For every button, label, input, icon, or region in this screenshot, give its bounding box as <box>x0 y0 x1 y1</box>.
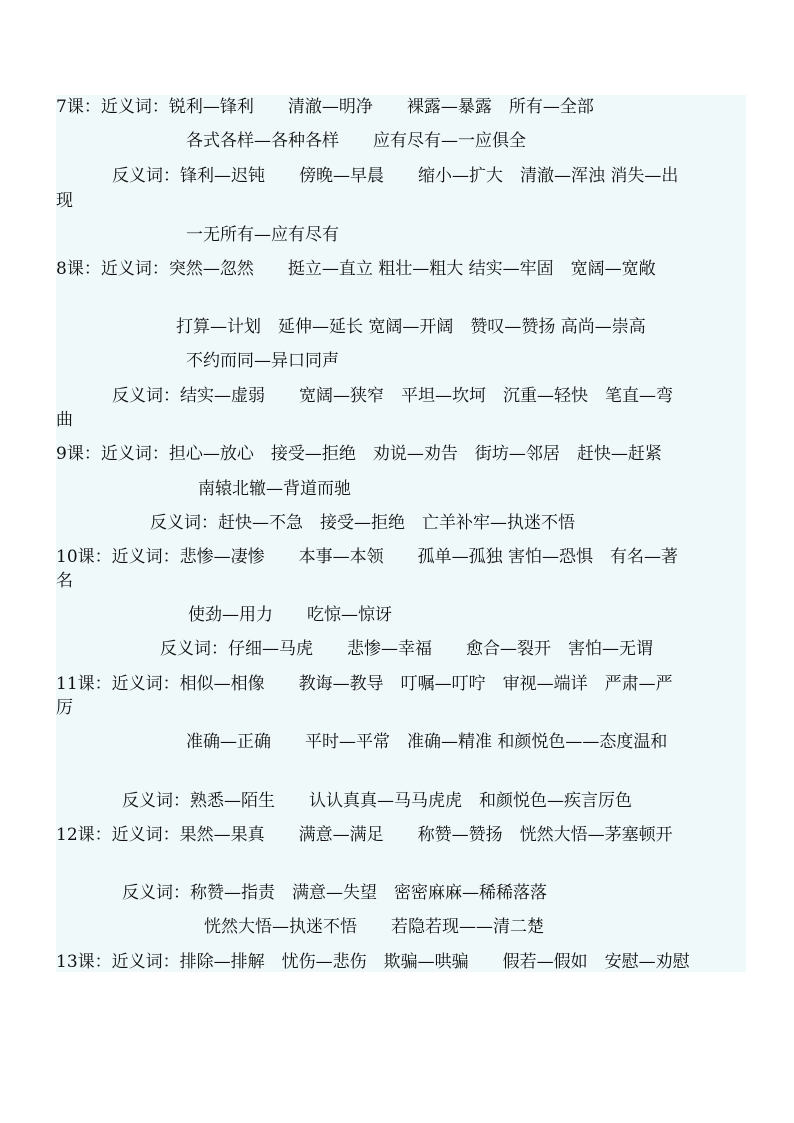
lesson-9-synonym-label: 9课：近义词： <box>56 444 169 464</box>
lesson-13-synonym-pairs: 排除—排解 忧伤—悲伤 欺骗—哄骗 假若—假如 安慰—劝慰 <box>179 952 690 972</box>
lesson-9-antonym-label: 反义词： <box>150 513 218 533</box>
lesson-10-synonym-label: 10课：近义词： <box>56 547 180 567</box>
lesson-8-antonym-label: 反义词： <box>112 386 180 406</box>
lesson-10-antonym-pairs: 仔细—马虎 悲惨—幸福 愈合—裂开 害怕—无谓 <box>228 639 653 659</box>
lesson-11-antonyms <box>122 790 632 812</box>
lesson-11-synonym-pairs: 相似—相像 教诲—教导 叮嘱—叮咛 审视—端详 严肃—严 <box>179 674 673 694</box>
lesson-11-synonyms-cont: 准确—正确 平时—平常 准确—精准 和颜悦色——态度温和 <box>186 732 668 752</box>
lesson-7-synonyms <box>56 96 594 118</box>
lesson-8-synonym-label: 8课：近义词： <box>56 259 169 279</box>
lesson-12-synonym-label: 12课：近义词： <box>56 825 180 845</box>
lesson-10-synonyms <box>56 546 678 568</box>
lesson-8-synonym-pairs: 突然—忽然 挺立—直立 粗壮—粗大 结实—牢固 宽阔—宽敞 <box>168 259 656 279</box>
lesson-7-synonym-label: 7课：近义词： <box>56 97 169 117</box>
lesson-7-antonym-pairs: 锋利—迟钝 傍晚—早晨 缩小—扩大 清澈—浑浊 消失—出 <box>180 166 679 186</box>
lesson-9-synonyms-cont: 南辕北辙—背道而驰 <box>198 479 351 499</box>
lesson-8-synonyms-cont2: 不约而同—异口同声 <box>186 351 339 371</box>
lesson-11-synonym-label: 11课：近义词： <box>56 674 180 694</box>
lesson-10-antonym-label: 反义词： <box>160 639 228 659</box>
lesson-8-antonym-pairs: 结实—虚弱 宽阔—狭窄 平坦—坎坷 沉重—轻快 笔直—弯 <box>180 386 673 406</box>
lesson-12-antonyms-cont: 恍然大悟—执迷不悟 若隐若现——清二楚 <box>204 917 544 937</box>
lesson-13-synonym-label: 13课：近义词： <box>56 952 180 972</box>
lesson-12-synonym-pairs: 果然—果真 满意—满足 称赞—赞扬 恍然大悟—茅塞顿开 <box>179 825 673 845</box>
lesson-7-synonym-pairs: 锐利—锋利 清澈—明净 裸露—暴露 所有—全部 <box>168 97 594 117</box>
lesson-11-synonyms <box>56 673 673 695</box>
lesson-8-synonyms <box>56 258 656 280</box>
lesson-11-antonym-pairs: 熟悉—陌生 认认真真—马马虎虎 和颜悦色—疾言厉色 <box>190 791 632 811</box>
lesson-9-synonym-pairs: 担心—放心 接受—拒绝 劝说—劝告 街坊—邻居 赶快—赶紧 <box>168 444 662 464</box>
lesson-10-synonym-pairs: 悲惨—凄惨 本事—本领 孤单—孤独 害怕—恐惧 有名—著 <box>179 547 679 567</box>
lesson-12-antonyms <box>122 882 547 904</box>
lesson-10-synonyms-cont: 使劲—用力 吃惊—惊讶 <box>188 605 392 625</box>
lesson-8-antonyms <box>112 385 673 407</box>
lesson-7-synonyms-cont: 各式各样—各种各样 应有尽有—一应俱全 <box>186 131 526 151</box>
lesson-13-synonyms <box>56 951 690 973</box>
lesson-8-antonyms-wrap: 曲 <box>56 410 73 430</box>
lesson-7-antonym-label: 反义词： <box>112 166 180 186</box>
lesson-7-antonyms <box>112 165 678 187</box>
lesson-9-synonyms <box>56 443 662 465</box>
lesson-10-synonyms-wrap: 名 <box>56 571 73 591</box>
lesson-7-antonyms-wrap: 现 <box>56 191 73 211</box>
lesson-10-antonyms <box>160 638 653 660</box>
lesson-11-synonyms-wrap: 厉 <box>56 698 73 718</box>
lesson-8-synonyms-cont: 打算—计划 延伸—延长 宽阔—开阔 赞叹—赞扬 高尚—崇高 <box>176 317 646 337</box>
lesson-12-antonym-label: 反义词： <box>122 883 190 903</box>
lesson-9-antonyms <box>150 512 575 534</box>
lesson-12-antonym-pairs: 称赞—指责 满意—失望 密密麻麻—稀稀落落 <box>190 883 547 903</box>
lesson-9-antonym-pairs: 赶快—不急 接受—拒绝 亡羊补牢—执迷不悟 <box>218 513 575 533</box>
lesson-11-antonym-label: 反义词： <box>122 791 190 811</box>
lesson-12-synonyms <box>56 824 673 846</box>
lesson-7-antonyms-cont: 一无所有—应有尽有 <box>186 225 339 245</box>
